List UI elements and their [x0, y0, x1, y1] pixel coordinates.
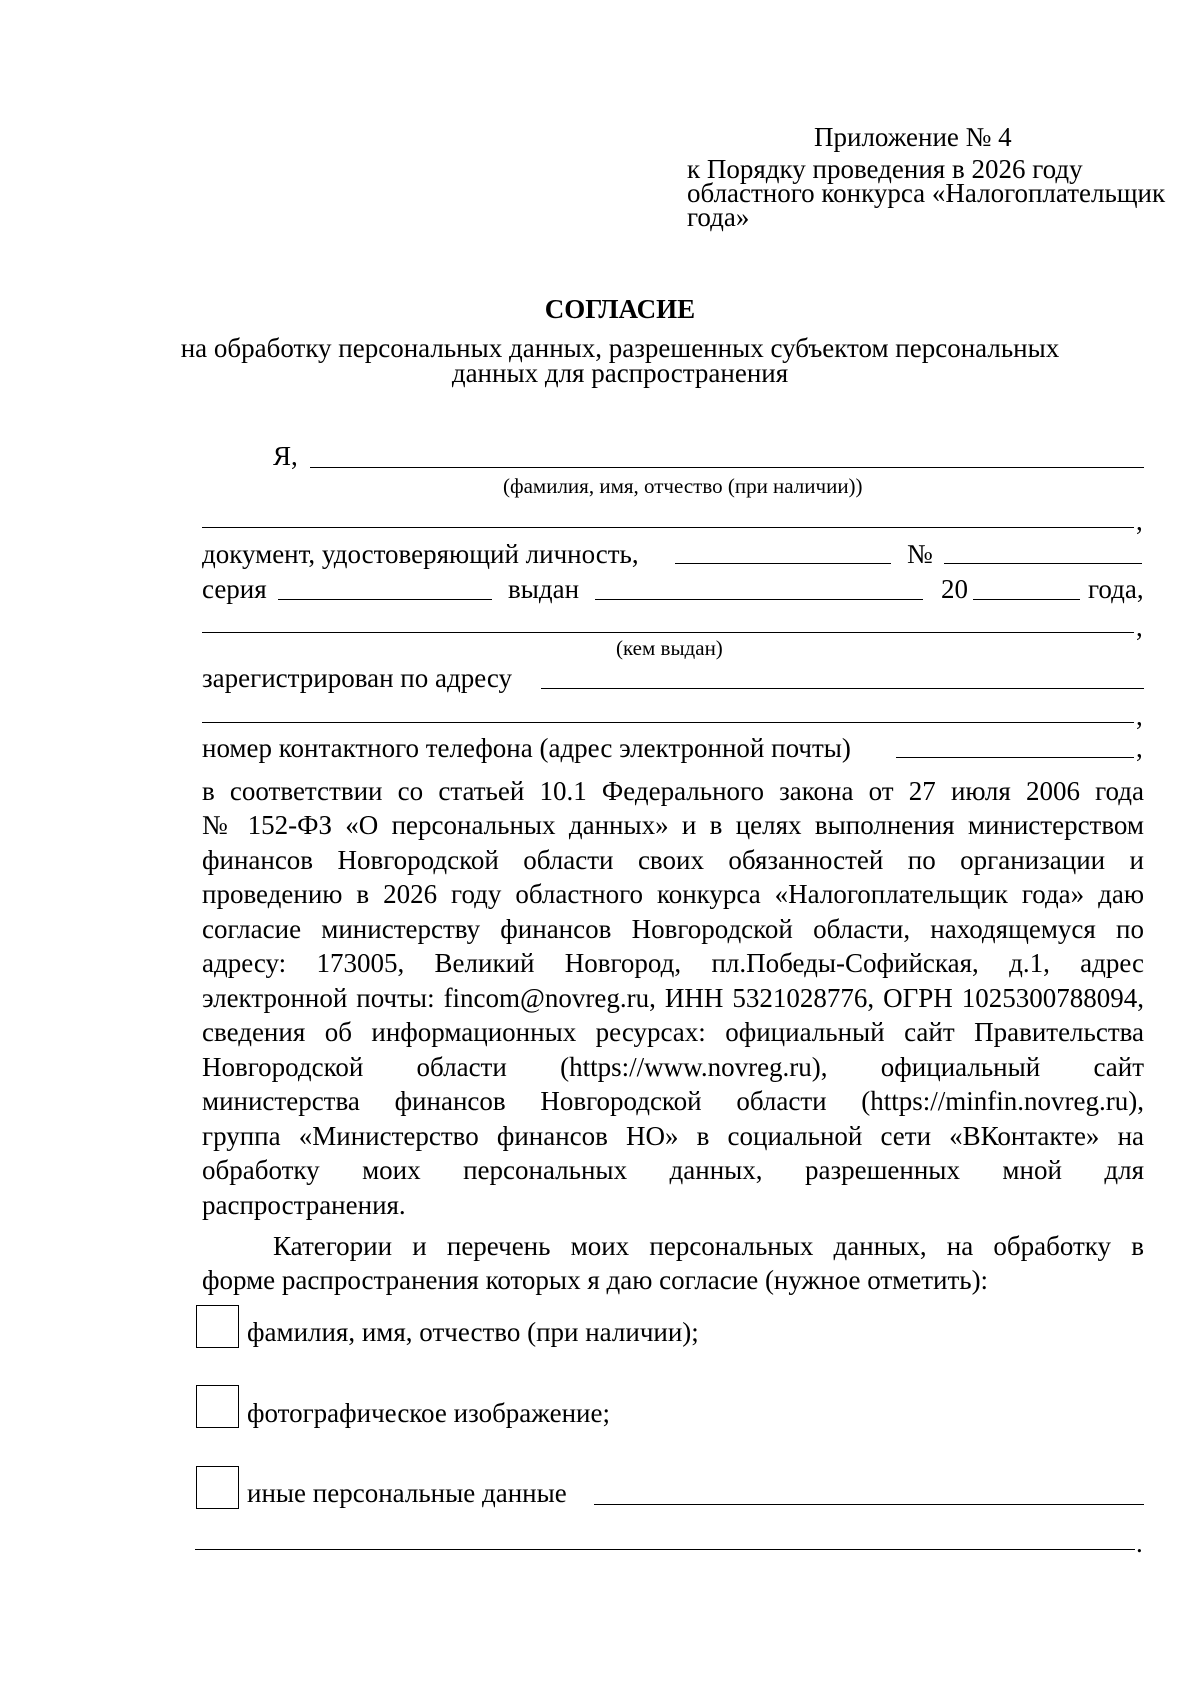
year-prefix: 20: [941, 574, 968, 604]
appendix-ref-line2: областного конкурса «Налогоплательщик: [687, 178, 1166, 208]
comma: ,: [1136, 701, 1143, 731]
document-title: СОГЛАСИЕ: [544, 294, 696, 324]
comma: ,: [1136, 612, 1143, 642]
fio-caption: (фамилия, имя, отчество (при наличии)): [503, 474, 863, 498]
checkbox-other[interactable]: [196, 1466, 239, 1509]
comma: ,: [1136, 506, 1143, 536]
year-suffix: года,: [1088, 574, 1144, 604]
contact-label: номер контактного телефона (адрес электронной почты): [202, 733, 851, 763]
contact-line[interactable]: [896, 757, 1134, 758]
registered-label: зарегистрирован по адресу: [202, 663, 512, 693]
appendix-ref-line1: к Порядку проведения в 2026 году: [687, 154, 1083, 184]
checkbox-photo[interactable]: [196, 1385, 239, 1428]
series-line[interactable]: [278, 599, 492, 600]
body-line: согласие министерству финансов Новгородской области, находящемуся по: [202, 914, 1144, 944]
document-label: документ, удостоверяющий личность,: [202, 539, 639, 569]
option-photo-label: фотографическое изображение;: [247, 1398, 610, 1428]
body-line: сведения об информационных ресурсах: официальный сайт Правительства: [202, 1017, 1144, 1047]
body-line: распространения.: [202, 1190, 406, 1220]
body-line: обработку моих персональных данных, разрешенных мной для: [202, 1155, 1144, 1185]
body-line: в соответствии со статьей 10.1 Федерального закона от 27 июля 2006 года: [202, 776, 1144, 806]
other-data-line[interactable]: [594, 1504, 1144, 1505]
body-line: финансов Новгородской области своих обязанностей по организации и: [202, 845, 1144, 875]
option-fio-label: фамилия, имя, отчество (при наличии);: [247, 1317, 699, 1347]
appendix-number: Приложение № 4: [814, 122, 1012, 152]
other-data-continuation-line[interactable]: [195, 1549, 1135, 1550]
issued-by-line[interactable]: [202, 632, 1134, 633]
subtitle-line2: данных для распространения: [451, 358, 789, 388]
body-line: электронной почты: fincom@novreg.ru, ИНН 5321028776, ОГРН 1025300788094,: [202, 983, 1144, 1013]
ya-label: Я,: [273, 441, 298, 471]
issued-date-line[interactable]: [595, 599, 923, 600]
checkbox-fio[interactable]: [196, 1305, 239, 1348]
issued-by-caption: (кем выдан): [616, 636, 723, 660]
categories-line: Категории и перечень моих персональных данных, на обработку в: [273, 1231, 1144, 1261]
year-line[interactable]: [973, 599, 1080, 600]
series-label: серия: [202, 574, 267, 604]
final-period: .: [1136, 1528, 1143, 1558]
issued-label: выдан: [508, 574, 580, 604]
body-line: адресу: 173005, Великий Новгород, пл.Победы-Софийская, д.1, адрес: [202, 948, 1144, 978]
body-line: проведению в 2026 году областного конкурса «Налогоплательщик года» даю: [202, 879, 1144, 909]
body-line: министерства финансов Новгородской области (https://minfin.novreg.ru),: [202, 1086, 1144, 1116]
subtitle-line1: на обработку персональных данных, разрешенных субъектом персональных: [180, 333, 1060, 363]
address-continuation-line[interactable]: [202, 722, 1134, 723]
appendix-ref-line3: года»: [687, 202, 750, 232]
comma: ,: [1136, 733, 1143, 763]
option-other-label: иные персональные данные: [247, 1478, 567, 1508]
document-number-sign: №: [907, 539, 933, 569]
document-number-line[interactable]: [944, 563, 1142, 564]
categories-line: форме распространения которых я даю согласие (нужное отметить):: [202, 1265, 989, 1295]
body-line: группа «Министерство финансов НО» в социальной сети «ВКонтакте» на: [202, 1121, 1144, 1151]
fio-continuation-line[interactable]: [202, 527, 1134, 528]
document-type-line[interactable]: [675, 563, 891, 564]
body-line: Новгородской области (https://www.novreg.ru), официальный сайт: [202, 1052, 1144, 1082]
address-line[interactable]: [541, 688, 1144, 689]
fio-field-line[interactable]: [310, 467, 1144, 468]
body-line: № 152-ФЗ «О персональных данных» и в целях выполнения министерством: [202, 810, 1144, 840]
